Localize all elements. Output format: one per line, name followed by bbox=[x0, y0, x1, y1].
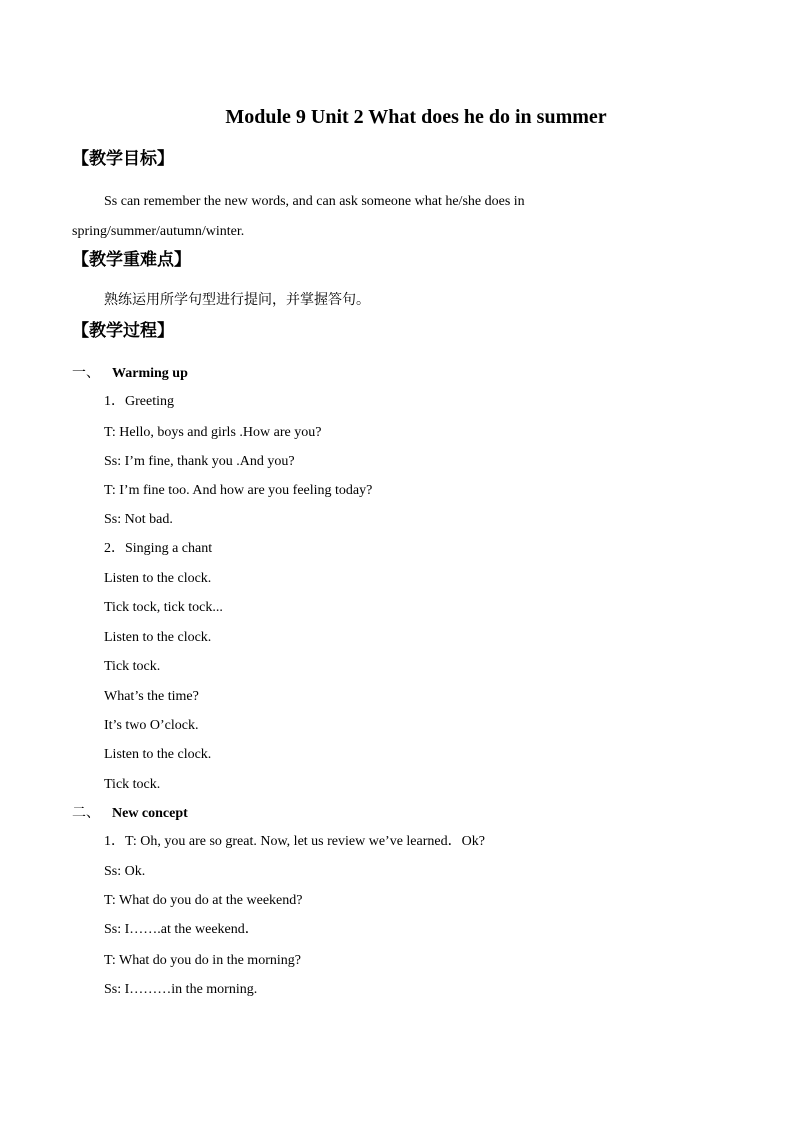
objectives-text-line-1: Ss can remember the new words, and can ask someone what he/she does in bbox=[104, 194, 525, 209]
section-1-line: Tick tock. bbox=[104, 659, 161, 674]
key-points-heading: 【教学重难点】 bbox=[72, 250, 191, 270]
section-1-line: Ss: Not bad. bbox=[104, 512, 173, 527]
section-1-line: 1．Greeting bbox=[104, 394, 174, 409]
section-1-title: Warming up bbox=[112, 366, 188, 381]
key-points-text: 熟练运用所学句型进行提问，并掌握答句。 bbox=[104, 292, 370, 308]
objectives-text-line-2: spring/summer/autumn/winter. bbox=[72, 224, 245, 239]
section-2-line: T: What do you do at the weekend? bbox=[104, 893, 303, 908]
section-1-line: It’s two O’clock. bbox=[104, 718, 199, 733]
section-1-line: Listen to the clock. bbox=[104, 747, 212, 762]
section-2-title: New concept bbox=[112, 806, 188, 821]
section-1-line: T: Hello, boys and girls .How are you? bbox=[104, 425, 322, 440]
section-1-line: What’s the time? bbox=[104, 689, 199, 704]
section-1-line: Listen to the clock. bbox=[104, 630, 212, 645]
section-1-line: Tick tock, tick tock... bbox=[104, 600, 223, 615]
section-2-line: T: What do you do in the morning? bbox=[104, 953, 301, 968]
section-1-line: Ss: I’m fine, thank you .And you? bbox=[104, 454, 295, 469]
document-title: Module 9 Unit 2 What does he do in summer bbox=[225, 106, 607, 128]
section-2-line: 1．T: Oh, you are so great. Now, let us review we’ve learned．Ok? bbox=[104, 834, 485, 849]
section-2-line: Ss: I…….at the weekend． bbox=[104, 922, 259, 937]
section-1-heading bbox=[72, 364, 188, 383]
section-1-line: 2．Singing a chant bbox=[104, 541, 213, 556]
section-1-number: 一、 bbox=[72, 365, 100, 381]
section-2-line: Ss: Ok. bbox=[104, 864, 146, 879]
section-1-line: T: I’m fine too. And how are you feeling today? bbox=[104, 483, 373, 498]
section-1-line: Tick tock. bbox=[104, 777, 161, 792]
objectives-heading: 【教学目标】 bbox=[72, 149, 174, 169]
process-heading: 【教学过程】 bbox=[72, 321, 174, 341]
section-1-line: Listen to the clock. bbox=[104, 571, 212, 586]
section-2-number: 二、 bbox=[72, 805, 100, 821]
section-2-line: Ss: I………in the morning. bbox=[104, 982, 258, 997]
section-2-heading bbox=[72, 804, 188, 823]
